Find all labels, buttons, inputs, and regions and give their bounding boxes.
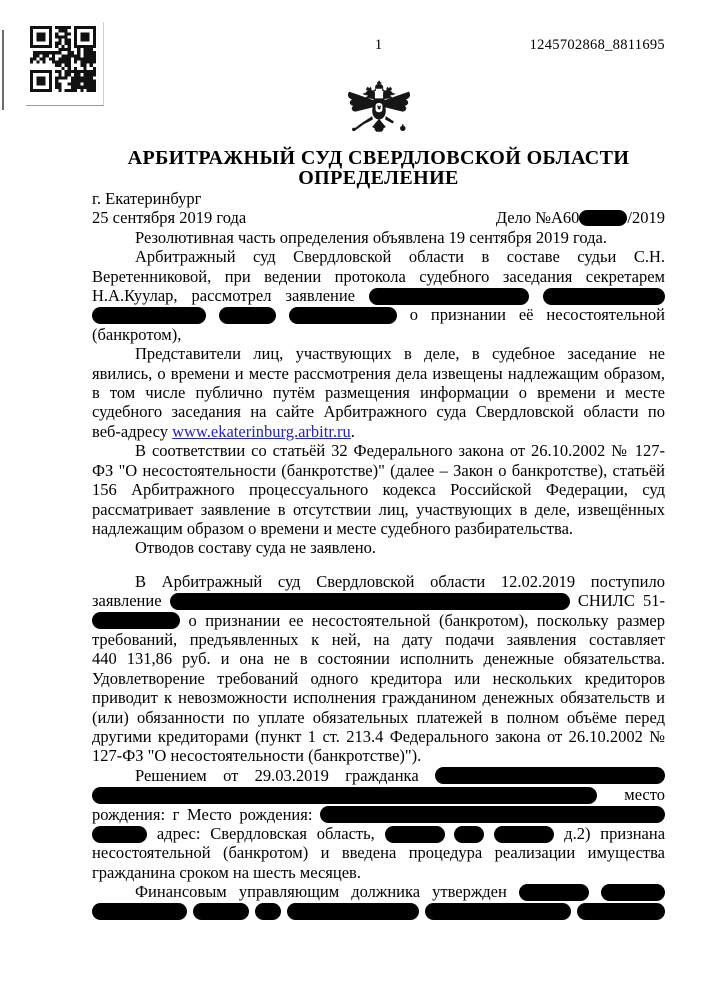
document-line	[92, 247, 665, 266]
text-run	[276, 305, 289, 324]
document-date: 25 сентября 2019 года	[92, 208, 247, 228]
redaction-bar	[193, 903, 249, 920]
text-run: 127-ФЗ "О несостоятельности (банкротстве)").	[92, 746, 422, 766]
document-line	[92, 902, 665, 921]
page-header-row	[92, 36, 665, 54]
text-run: заявление	[92, 591, 170, 611]
text-run	[529, 286, 543, 305]
document-id: 1245702868_8811695	[529, 37, 665, 53]
text-run: Решением от 29.03.2019 гражданка	[135, 765, 435, 785]
case-number	[496, 208, 665, 227]
redaction-bar	[579, 210, 627, 226]
qr-code-icon	[30, 26, 96, 92]
document-line	[92, 785, 665, 804]
text-run: .	[350, 421, 355, 441]
redaction-bar	[170, 593, 570, 610]
document-line	[92, 746, 665, 765]
text-run: 156 Арбитражного процессуального кодекса Российской Федерации, суд	[92, 480, 665, 500]
text-run: д.2) признана	[554, 824, 666, 843]
document-line	[92, 286, 665, 305]
document-line	[92, 325, 665, 344]
redaction-bar	[289, 307, 397, 324]
text-run: Резолютивная часть определения объявлена 19 сентября 2019 года.	[135, 227, 607, 247]
text-run: другими кредиторами (пункт 1 ст. 213.4 Федерального закона от 26.10.2002 №	[92, 726, 665, 746]
text-run	[484, 824, 494, 843]
redaction-bar	[92, 612, 180, 629]
redaction-bar	[320, 806, 665, 823]
text-run: адрес: Свердловская область,	[147, 824, 385, 843]
document-line	[92, 228, 665, 247]
document-line	[92, 611, 665, 630]
document-line	[92, 688, 665, 707]
redaction-bar	[92, 826, 147, 843]
redaction-bar	[519, 884, 589, 901]
text-run: Веретенниковой, при ведении протокола судебного заседания секретарем	[92, 266, 665, 286]
document-line	[92, 708, 665, 727]
text-run: рождения: г Место рождения:	[92, 804, 320, 824]
emblem-container	[92, 80, 665, 144]
redaction-bar	[494, 826, 554, 843]
redaction-bar	[435, 767, 665, 784]
court-name: АРБИТРАЖНЫЙ СУД СВЕРДЛОВСКОЙ ОБЛАСТИ	[127, 147, 630, 169]
document-line	[92, 843, 665, 862]
paragraph-gap	[92, 558, 665, 572]
redaction-bar	[385, 826, 445, 843]
document-line	[92, 766, 665, 785]
page-number: 1	[374, 37, 383, 53]
text-run: веб-адресу	[92, 421, 173, 441]
document-line	[92, 727, 665, 746]
text-run: (банкротом),	[92, 324, 182, 344]
redaction-bar	[369, 288, 529, 305]
text-run: СНИЛС 51-	[569, 591, 665, 611]
text-run: Арбитражный суд Свердловской области в составе судьи С.Н.	[135, 247, 665, 267]
text-run: Отводов составу суда не заявлено.	[135, 538, 376, 558]
document-line	[92, 344, 665, 363]
russia-coat-of-arms-icon	[345, 80, 413, 144]
redaction-bar	[454, 826, 484, 843]
redaction-bar	[601, 884, 665, 901]
text-run: (или) обязанности по уплате обязательных платежей в полном объёме перед	[92, 707, 665, 727]
document-line	[92, 630, 665, 649]
text-run: приводит к невозможности исполнения гражданином денежных обязательств и	[92, 688, 665, 708]
text-run: рассматривает заявление в отсутствии лиц, участвующих в деле, извещённых	[92, 499, 665, 519]
text-run: Финансовым управляющим должника утвержден	[135, 882, 519, 902]
text-run: В соответствии со статьёй 32 Федерального закона от 26.10.2002 № 127-	[135, 441, 665, 461]
redaction-bar	[577, 903, 665, 920]
document-line	[92, 591, 665, 610]
redaction-bar	[543, 288, 665, 305]
text-run	[589, 882, 601, 901]
document-content	[92, 0, 665, 921]
document-line	[92, 863, 665, 882]
text-run: Н.А.Куулар, рассмотрел заявление	[92, 286, 370, 306]
text-run: несостоятельной (банкротом) и введена процедура реализации имущества	[92, 843, 665, 863]
text-run: Удовлетворение требований одного кредитора или нескольких кредиторов	[92, 668, 665, 688]
redaction-bar	[92, 307, 206, 324]
document-line	[92, 383, 665, 402]
document-line	[92, 461, 665, 480]
document-line	[92, 649, 665, 668]
text-run: в том числе публично путём размещения информации о времени и месте	[92, 383, 665, 403]
redaction-bar	[92, 903, 187, 920]
document-body	[92, 228, 665, 921]
case-number-prefix: Дело №А60	[495, 208, 580, 228]
text-run: о признании ее несостоятельной (банкротом), поскольку размер	[180, 610, 665, 630]
document-line	[92, 669, 665, 688]
document-line	[92, 267, 665, 286]
text-run: явились, о времени и месте рассмотрения дела извещены надлежащим образом,	[92, 363, 665, 383]
text-run: 440 131,86 руб. и она не в состоянии исполнить денежные обязательства.	[92, 649, 665, 669]
document-type-title: ОПРЕДЕЛЕНИЕ	[298, 167, 459, 189]
text-run: Представители лиц, участвующих в деле, в судебное заседание не	[135, 344, 665, 364]
text-run: о признании её несостоятельной	[396, 305, 665, 325]
text-run: ФЗ "О несостоятельности (банкротстве)" (далее – Закон о банкротстве), статьёй	[92, 460, 665, 480]
text-run: место	[597, 785, 665, 805]
document-line	[92, 402, 665, 421]
document-line	[92, 572, 665, 591]
text-run: гражданина сроком на шесть месяцев.	[92, 862, 361, 882]
redaction-bar	[219, 307, 276, 324]
document-line	[92, 805, 665, 824]
text-run: надлежащим образом о времени и месте судебного разбирательства.	[92, 518, 574, 538]
document-line	[92, 305, 665, 324]
redaction-bar	[287, 903, 419, 920]
document-line	[92, 422, 665, 441]
court-website-link[interactable]: www.ekaterinburg.arbitr.ru	[172, 421, 351, 441]
case-number-suffix: /2019	[627, 208, 665, 228]
text-run: В Арбитражный суд Свердловской области 12.02.2019 поступило	[135, 571, 665, 591]
document-line	[92, 480, 665, 499]
document-line	[92, 882, 665, 901]
document-line	[92, 519, 665, 538]
redaction-bar	[425, 903, 571, 920]
scan-edge-artifact	[2, 30, 4, 110]
document-line	[92, 538, 665, 557]
redaction-bar	[255, 903, 281, 920]
text-run: судебного заседания на сайте Арбитражного суда Свердловской области по	[92, 402, 665, 422]
document-line	[92, 441, 665, 460]
redaction-bar	[92, 787, 597, 804]
document-line	[92, 500, 665, 519]
text-run: требований, предъявленных к ней, на дату подачи заявления составляет	[92, 629, 665, 649]
text-run	[206, 305, 219, 324]
date-case-row	[92, 208, 665, 227]
text-run	[445, 824, 455, 843]
document-line	[92, 364, 665, 383]
document-line	[92, 824, 665, 843]
city-line: г. Екатеринбург	[92, 189, 202, 208]
